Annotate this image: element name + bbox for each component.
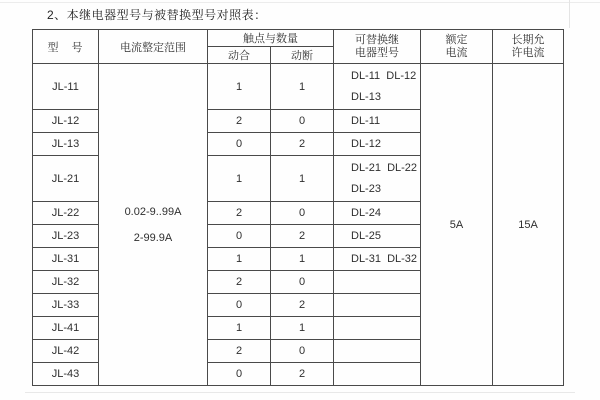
replaceable-models-cell (334, 294, 421, 317)
model-cell: JL-22 (33, 202, 99, 225)
model-cell: JL-41 (33, 317, 99, 340)
replaceable-model-line: DL-24 (351, 206, 381, 219)
col-header-normally-closed: 动断 (271, 47, 334, 64)
col-header-rated-line1: 额定 (445, 33, 468, 46)
model-cell: JL-31 (33, 248, 99, 271)
col-header-rated-current (421, 30, 493, 64)
replaceable-models-cell (334, 133, 421, 156)
normally-open-count-cell: 1 (208, 64, 271, 110)
current-range-line: 2-99.9A (133, 231, 173, 244)
model-cell: JL-21 (33, 156, 99, 202)
replaceable-models-cell (334, 110, 421, 133)
normally-closed-count-cell: 0 (271, 340, 334, 363)
normally-closed-count-cell: 1 (271, 156, 334, 202)
model-cell: JL-32 (33, 271, 99, 294)
scan-artifact-line (569, 0, 570, 28)
model-cell: JL-13 (33, 133, 99, 156)
page-title: 2、本继电器型号与被替换型号对照表： (47, 8, 267, 22)
model-cell: JL-12 (33, 110, 99, 133)
normally-open-count-cell: 0 (208, 133, 271, 156)
replaceable-models-cell (334, 340, 421, 363)
col-header-contacts-group: 触点与数量 (208, 30, 334, 47)
normally-closed-count-cell: 1 (271, 317, 334, 340)
replaceable-model-line: DL-23 (351, 182, 381, 195)
replaceable-model-line: DL-21 DL-22 (351, 161, 418, 174)
replaceable-models-cell (334, 317, 421, 340)
replaceable-model-line: DL-11 DL-12 (351, 69, 417, 82)
table-row (33, 64, 564, 110)
normally-closed-count-cell: 2 (271, 294, 334, 317)
normally-open-count-cell: 0 (208, 363, 271, 386)
rated-current-cell: 5A (421, 64, 493, 386)
relay-comparison-table (32, 29, 564, 386)
replaceable-models-cell (334, 271, 421, 294)
normally-open-count-cell: 1 (208, 317, 271, 340)
replaceable-models-cell (334, 248, 421, 271)
normally-closed-count-cell: 2 (271, 225, 334, 248)
model-cell: JL-11 (33, 64, 99, 110)
current-range-line: 0.02-9..99A (124, 205, 182, 218)
col-header-rated-line2: 电流 (445, 46, 468, 59)
model-cell: JL-42 (33, 340, 99, 363)
normally-open-count-cell: 2 (208, 202, 271, 225)
replaceable-models-cell (334, 363, 421, 386)
replaceable-model-line: DL-31 DL-32 (351, 252, 418, 265)
normally-open-count-cell: 1 (208, 248, 271, 271)
scan-artifact-line (25, 392, 575, 393)
col-header-long-term-current (493, 30, 564, 64)
normally-closed-count-cell: 1 (271, 248, 334, 271)
current-range-cell (99, 64, 208, 386)
model-cell: JL-33 (33, 294, 99, 317)
model-cell: JL-43 (33, 363, 99, 386)
replaceable-models-cell (334, 156, 421, 202)
col-header-normally-open: 动合 (208, 47, 271, 64)
replaceable-model-line: DL-11 (351, 114, 381, 127)
col-header-model: 型 号 (33, 30, 99, 64)
normally-closed-count-cell: 0 (271, 202, 334, 225)
scan-artifact-line (0, 2, 600, 3)
col-header-replaceable-models (334, 30, 421, 64)
replaceable-models-cell (334, 225, 421, 248)
normally-open-count-cell: 2 (208, 110, 271, 133)
replaceable-model-line: DL-12 (351, 137, 381, 150)
normally-closed-count-cell: 0 (271, 110, 334, 133)
replaceable-model-line: DL-25 (351, 229, 381, 242)
col-header-long-term-line1: 长期允 (511, 33, 545, 46)
col-header-replaceable-line1: 可替换继 (355, 33, 399, 46)
table-header (33, 30, 564, 64)
replaceable-models-cell (334, 64, 421, 110)
col-header-current-range: 电流整定范围 (99, 30, 208, 64)
normally-open-count-cell: 2 (208, 271, 271, 294)
col-header-replaceable-line2: 电器型号 (355, 46, 399, 59)
normally-open-count-cell: 0 (208, 294, 271, 317)
normally-closed-count-cell: 2 (271, 363, 334, 386)
normally-closed-count-cell: 0 (271, 271, 334, 294)
normally-open-count-cell: 1 (208, 156, 271, 202)
replaceable-model-line: DL-13 (351, 90, 381, 103)
long-term-current-cell: 15A (493, 64, 564, 386)
table-body (33, 64, 564, 386)
normally-closed-count-cell: 2 (271, 133, 334, 156)
normally-open-count-cell: 2 (208, 340, 271, 363)
model-cell: JL-23 (33, 225, 99, 248)
replaceable-models-cell (334, 202, 421, 225)
normally-open-count-cell: 0 (208, 225, 271, 248)
col-header-long-term-line2: 许电流 (511, 46, 545, 59)
normally-closed-count-cell: 1 (271, 64, 334, 110)
